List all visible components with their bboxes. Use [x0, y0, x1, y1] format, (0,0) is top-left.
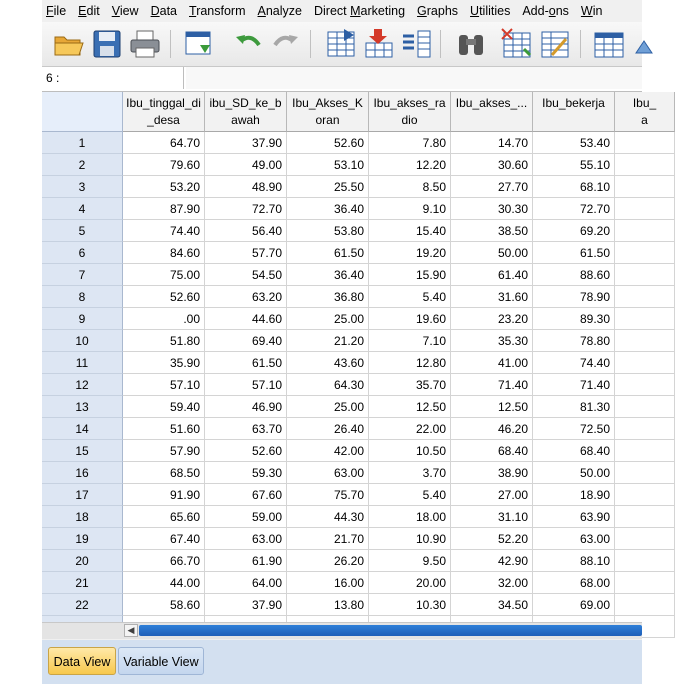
data-cell[interactable]: [615, 242, 675, 264]
data-cell[interactable]: 12.80: [369, 352, 451, 374]
data-cell[interactable]: 14.70: [451, 132, 533, 154]
data-cell[interactable]: 10.90: [369, 528, 451, 550]
data-cell[interactable]: 44.60: [205, 308, 287, 330]
menu-bar: [42, 0, 642, 22]
data-cell[interactable]: 53.20: [123, 176, 205, 198]
data-cell[interactable]: 72.50: [533, 418, 615, 440]
table-row: [42, 330, 642, 352]
menu-win[interactable]: Win: [580, 4, 603, 18]
data-cell[interactable]: 25.50: [287, 176, 369, 198]
data-cell[interactable]: 63.70: [205, 418, 287, 440]
data-cell[interactable]: [615, 572, 675, 594]
column-header[interactable]: ibu_SD_ke_b awah: [205, 92, 287, 132]
data-cell[interactable]: 31.60: [451, 286, 533, 308]
data-cell[interactable]: 63.00: [533, 528, 615, 550]
data-cell[interactable]: 21.20: [287, 330, 369, 352]
data-cell[interactable]: 16.00: [287, 572, 369, 594]
data-cell[interactable]: 34.50: [451, 594, 533, 616]
data-cell[interactable]: 51.80: [123, 330, 205, 352]
data-cell[interactable]: 27.70: [451, 176, 533, 198]
data-cell[interactable]: 5.40: [369, 484, 451, 506]
menu-data[interactable]: Data: [150, 4, 178, 18]
data-cell[interactable]: 74.40: [123, 220, 205, 242]
column-header[interactable]: Ibu_akses_ra dio: [369, 92, 451, 132]
data-cell[interactable]: 67.60: [205, 484, 287, 506]
cell-editor-bar: [42, 67, 642, 92]
data-cell[interactable]: 89.30: [533, 308, 615, 330]
row-number[interactable]: 10: [42, 330, 123, 352]
menu-add-ons[interactable]: Add-ons: [522, 4, 569, 18]
data-cell[interactable]: 21.70: [287, 528, 369, 550]
data-cell[interactable]: 30.30: [451, 198, 533, 220]
data-cell[interactable]: 10.30: [369, 594, 451, 616]
data-cell[interactable]: 44.00: [123, 572, 205, 594]
row-number[interactable]: 11: [42, 352, 123, 374]
data-cell[interactable]: [615, 506, 675, 528]
data-cell[interactable]: 52.60: [123, 286, 205, 308]
data-cell[interactable]: [615, 374, 675, 396]
data-cell[interactable]: [615, 418, 675, 440]
data-cell[interactable]: 59.30: [205, 462, 287, 484]
data-cell[interactable]: 12.20: [369, 154, 451, 176]
print-icon[interactable]: [128, 27, 162, 61]
undo-icon[interactable]: [232, 27, 266, 61]
table-row: [42, 462, 642, 484]
redo-icon[interactable]: [268, 27, 302, 61]
goto-variable-icon[interactable]: [362, 27, 396, 61]
data-cell[interactable]: 30.60: [451, 154, 533, 176]
column-header[interactable]: Ibu_tinggal_di _desa: [123, 92, 205, 132]
data-cell[interactable]: 46.20: [451, 418, 533, 440]
row-number[interactable]: 22: [42, 594, 123, 616]
data-cell[interactable]: 20.00: [369, 572, 451, 594]
insert-cases-icon[interactable]: [500, 27, 534, 61]
data-cell[interactable]: 57.10: [205, 374, 287, 396]
data-cell[interactable]: 64.00: [205, 572, 287, 594]
dialog-recall-icon[interactable]: [182, 27, 216, 61]
data-cell[interactable]: 69.00: [533, 594, 615, 616]
data-cell[interactable]: 9.10: [369, 198, 451, 220]
data-cell[interactable]: [615, 176, 675, 198]
data-cell[interactable]: 35.90: [123, 352, 205, 374]
data-cell[interactable]: 88.60: [533, 264, 615, 286]
data-cell[interactable]: [615, 154, 675, 176]
data-cell[interactable]: 36.40: [287, 264, 369, 286]
data-cell[interactable]: 52.60: [287, 132, 369, 154]
spss-data-editor-window: [42, 0, 657, 684]
data-cell[interactable]: 61.40: [451, 264, 533, 286]
data-cell[interactable]: 68.40: [533, 440, 615, 462]
data-cell[interactable]: 84.60: [123, 242, 205, 264]
data-cell[interactable]: 75.70: [287, 484, 369, 506]
variables-icon[interactable]: [400, 27, 434, 61]
menu-view[interactable]: View: [111, 4, 139, 18]
row-number[interactable]: 2: [42, 154, 123, 176]
data-cell[interactable]: 53.80: [287, 220, 369, 242]
data-cell[interactable]: 72.70: [205, 198, 287, 220]
data-cell[interactable]: 12.50: [369, 396, 451, 418]
data-cell[interactable]: 32.00: [451, 572, 533, 594]
data-cell[interactable]: 44.30: [287, 506, 369, 528]
data-cell[interactable]: [615, 264, 675, 286]
table-row: [42, 484, 642, 506]
data-cell[interactable]: 68.10: [533, 176, 615, 198]
row-number[interactable]: 8: [42, 286, 123, 308]
value-labels-icon[interactable]: [592, 27, 626, 61]
data-cell[interactable]: 9.50: [369, 550, 451, 572]
data-cell[interactable]: 51.60: [123, 418, 205, 440]
data-cell[interactable]: 88.10: [533, 550, 615, 572]
data-cell[interactable]: 81.30: [533, 396, 615, 418]
data-cell[interactable]: [615, 594, 675, 616]
data-cell[interactable]: 64.70: [123, 132, 205, 154]
table-row: [42, 176, 642, 198]
data-cell[interactable]: 71.40: [533, 374, 615, 396]
table-row: [42, 374, 642, 396]
row-number[interactable]: 16: [42, 462, 123, 484]
row-number[interactable]: 3: [42, 176, 123, 198]
data-cell[interactable]: 57.10: [123, 374, 205, 396]
data-cell[interactable]: [615, 440, 675, 462]
row-number[interactable]: 1: [42, 132, 123, 154]
data-cell[interactable]: 61.50: [533, 242, 615, 264]
table-row: [42, 440, 642, 462]
find-icon[interactable]: [454, 27, 488, 61]
data-cell[interactable]: 15.40: [369, 220, 451, 242]
data-cell[interactable]: [615, 352, 675, 374]
row-number[interactable]: 7: [42, 264, 123, 286]
menu-graphs[interactable]: Graphs: [417, 4, 459, 18]
row-number[interactable]: 17: [42, 484, 123, 506]
data-cell[interactable]: 36.40: [287, 198, 369, 220]
data-cell[interactable]: 52.20: [451, 528, 533, 550]
menu-edit[interactable]: Edit: [78, 4, 100, 18]
table-row: [42, 418, 642, 440]
data-cell[interactable]: 56.40: [205, 220, 287, 242]
data-cell[interactable]: 57.90: [123, 440, 205, 462]
data-cell[interactable]: 91.90: [123, 484, 205, 506]
tab-variable-view[interactable]: Variable View: [118, 647, 204, 675]
data-cell[interactable]: 74.40: [533, 352, 615, 374]
data-cell[interactable]: 66.70: [123, 550, 205, 572]
data-cell[interactable]: 61.50: [205, 352, 287, 374]
data-cell[interactable]: 38.50: [451, 220, 533, 242]
data-cell[interactable]: [615, 484, 675, 506]
data-cell[interactable]: [615, 462, 675, 484]
data-cell[interactable]: 35.70: [369, 374, 451, 396]
data-cell[interactable]: 78.90: [533, 286, 615, 308]
data-cell[interactable]: 68.00: [533, 572, 615, 594]
data-cell[interactable]: 46.90: [205, 396, 287, 418]
menu-transform[interactable]: Transform: [189, 4, 246, 18]
column-header[interactable]: Ibu_bekerja: [533, 92, 615, 132]
row-number[interactable]: 12: [42, 374, 123, 396]
table-row: [42, 594, 642, 616]
cell-reference: 6 :: [42, 67, 184, 89]
data-cell[interactable]: 69.20: [533, 220, 615, 242]
data-cell[interactable]: 59.40: [123, 396, 205, 418]
column-header[interactable]: Ibu_Akses_K oran: [287, 92, 369, 132]
data-cell[interactable]: 37.90: [205, 132, 287, 154]
weight-cases-icon[interactable]: [632, 27, 666, 61]
data-cell[interactable]: 53.10: [287, 154, 369, 176]
data-cell[interactable]: 78.80: [533, 330, 615, 352]
table-row: [42, 352, 642, 374]
data-cell[interactable]: [615, 528, 675, 550]
menu-file[interactable]: File: [46, 4, 67, 18]
row-number[interactable]: 18: [42, 506, 123, 528]
menu-utilities[interactable]: Utilities: [470, 4, 511, 18]
scroll-thumb[interactable]: [139, 625, 642, 636]
data-cell[interactable]: 18.00: [369, 506, 451, 528]
data-cell[interactable]: 7.80: [369, 132, 451, 154]
data-cell[interactable]: 61.50: [287, 242, 369, 264]
column-header[interactable]: Ibu_akses_...: [451, 92, 533, 132]
table-row: [42, 572, 642, 594]
data-cell[interactable]: 79.60: [123, 154, 205, 176]
data-cell[interactable]: 23.20: [451, 308, 533, 330]
data-cell[interactable]: 52.60: [205, 440, 287, 462]
data-cell[interactable]: 35.30: [451, 330, 533, 352]
row-number[interactable]: 9: [42, 308, 123, 330]
row-number[interactable]: 15: [42, 440, 123, 462]
data-cell[interactable]: 72.70: [533, 198, 615, 220]
row-number[interactable]: 14: [42, 418, 123, 440]
row-number[interactable]: 6: [42, 242, 123, 264]
data-cell[interactable]: 27.00: [451, 484, 533, 506]
data-cell[interactable]: 12.50: [451, 396, 533, 418]
column-header[interactable]: Ibu_ a: [615, 92, 675, 132]
data-cell[interactable]: 5.40: [369, 286, 451, 308]
view-tabs: [42, 640, 642, 684]
row-number[interactable]: 13: [42, 396, 123, 418]
data-cell[interactable]: 18.90: [533, 484, 615, 506]
menu-analyze[interactable]: Analyze: [257, 4, 302, 18]
data-cell[interactable]: 63.00: [287, 462, 369, 484]
data-cell[interactable]: [615, 308, 675, 330]
data-cell[interactable]: 50.00: [533, 462, 615, 484]
table-row: [42, 154, 642, 176]
data-cell[interactable]: 49.00: [205, 154, 287, 176]
menu-direct-marketing[interactable]: Direct Marketing: [314, 4, 406, 18]
data-cell[interactable]: [615, 132, 675, 154]
goto-case-icon[interactable]: [324, 27, 358, 61]
data-cell[interactable]: 75.00: [123, 264, 205, 286]
data-cell[interactable]: 61.90: [205, 550, 287, 572]
data-cell[interactable]: 19.60: [369, 308, 451, 330]
data-cell[interactable]: 58.60: [123, 594, 205, 616]
table-row: [42, 396, 642, 418]
table-row: [42, 308, 642, 330]
data-cell[interactable]: 31.10: [451, 506, 533, 528]
scroll-left-arrow-icon[interactable]: ◀: [124, 624, 138, 637]
data-cell[interactable]: 55.10: [533, 154, 615, 176]
table-row: [42, 132, 642, 154]
table-row: [42, 528, 642, 550]
table-row: [42, 506, 642, 528]
data-cell[interactable]: 68.40: [451, 440, 533, 462]
data-cell[interactable]: 63.20: [205, 286, 287, 308]
data-cell[interactable]: 69.40: [205, 330, 287, 352]
data-cell[interactable]: .00: [123, 308, 205, 330]
data-cell[interactable]: 13.80: [287, 594, 369, 616]
data-cell[interactable]: [615, 198, 675, 220]
data-cell[interactable]: 3.70: [369, 462, 451, 484]
data-cell[interactable]: [615, 286, 675, 308]
data-cell[interactable]: 43.60: [287, 352, 369, 374]
data-cell[interactable]: 7.10: [369, 330, 451, 352]
data-cell[interactable]: 19.20: [369, 242, 451, 264]
data-cell[interactable]: 8.50: [369, 176, 451, 198]
save-icon[interactable]: [90, 27, 124, 61]
data-cell[interactable]: [615, 550, 675, 572]
data-cell[interactable]: 36.80: [287, 286, 369, 308]
table-row: [42, 198, 642, 220]
data-cell[interactable]: 50.00: [451, 242, 533, 264]
split-file-icon[interactable]: [538, 27, 572, 61]
data-cell[interactable]: 15.90: [369, 264, 451, 286]
data-cell[interactable]: 57.70: [205, 242, 287, 264]
data-cell[interactable]: 26.40: [287, 418, 369, 440]
data-cell[interactable]: 38.90: [451, 462, 533, 484]
data-cell[interactable]: [615, 220, 675, 242]
table-row: [42, 550, 642, 572]
data-cell[interactable]: [615, 396, 675, 418]
tab-data-view[interactable]: Data View: [48, 647, 116, 675]
table-row: [42, 286, 642, 308]
data-cell[interactable]: 37.90: [205, 594, 287, 616]
row-number[interactable]: 5: [42, 220, 123, 242]
data-cell[interactable]: 59.00: [205, 506, 287, 528]
data-cell[interactable]: 65.60: [123, 506, 205, 528]
table-row: [42, 220, 642, 242]
data-cell[interactable]: 25.00: [287, 396, 369, 418]
data-cell[interactable]: 22.00: [369, 418, 451, 440]
data-cell[interactable]: 41.00: [451, 352, 533, 374]
data-cell[interactable]: 87.90: [123, 198, 205, 220]
row-number[interactable]: 19: [42, 528, 123, 550]
data-cell[interactable]: 53.40: [533, 132, 615, 154]
grid-corner[interactable]: [42, 92, 123, 132]
table-row: [42, 264, 642, 286]
row-number[interactable]: 4: [42, 198, 123, 220]
cell-value-input[interactable]: [186, 67, 642, 89]
data-cell[interactable]: 25.00: [287, 308, 369, 330]
data-cell[interactable]: 67.40: [123, 528, 205, 550]
data-grid: [42, 92, 657, 622]
data-cell[interactable]: 54.50: [205, 264, 287, 286]
row-number[interactable]: 20: [42, 550, 123, 572]
data-cell[interactable]: 71.40: [451, 374, 533, 396]
data-cell[interactable]: 63.90: [533, 506, 615, 528]
data-cell[interactable]: 42.00: [287, 440, 369, 462]
data-cell[interactable]: 26.20: [287, 550, 369, 572]
data-cell[interactable]: 42.90: [451, 550, 533, 572]
row-number[interactable]: 21: [42, 572, 123, 594]
data-cell[interactable]: 63.00: [205, 528, 287, 550]
table-row: [42, 242, 642, 264]
data-cell[interactable]: [615, 330, 675, 352]
horizontal-scrollbar[interactable]: [42, 622, 642, 639]
data-cell[interactable]: 10.50: [369, 440, 451, 462]
data-cell[interactable]: 68.50: [123, 462, 205, 484]
toolbar: [42, 22, 642, 67]
data-cell[interactable]: 64.30: [287, 374, 369, 396]
open-folder-icon[interactable]: [52, 27, 86, 61]
data-cell[interactable]: 48.90: [205, 176, 287, 198]
